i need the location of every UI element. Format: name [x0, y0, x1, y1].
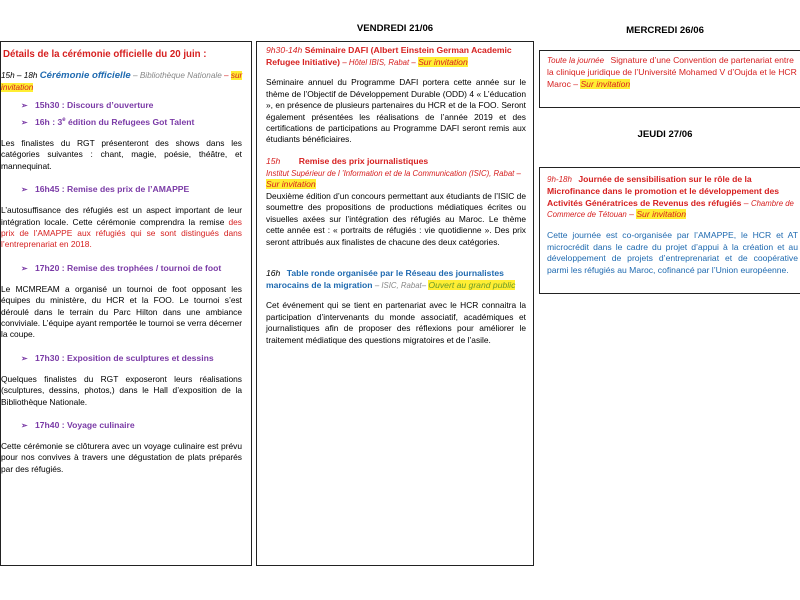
- bullet-rgt-pre: 16h : 3: [35, 117, 63, 128]
- amappe-description-text: L’autosuffisance des réfugiés est un aspect important de leur intégration locale. Cette cérémonie comprendra la remise: [1, 205, 242, 227]
- ceremony-header: [1, 69, 246, 93]
- bullet-rgt-post: édition du Refugees Got Talent: [65, 117, 195, 128]
- ceremony-place: – Bibliothèque Nationale: [133, 71, 222, 81]
- bullet-amappe-text: 16h45 : Remise des prix de l’AMAPPE: [35, 184, 190, 195]
- trophies-description: Le MCMREAM a organisé un tournoi de foot opposant les équipes du ministère, du HCR et la FOO. Le tournoi s’est déroulé dans le terrain du Parc Hilton dans une ambiance conviviale. L’équipe ayant remportée le tournoi se verra décerner la coupe.: [1, 283, 242, 340]
- wednesday-sep: –: [573, 78, 579, 89]
- roundtable-time: 16h: [266, 268, 281, 279]
- ceremony-invite: sur invitation: [1, 71, 243, 93]
- journalism-prize-invite: Sur invitation: [266, 179, 316, 190]
- dafi-time: 9h30-14h: [266, 45, 303, 55]
- roundtable-header: [266, 268, 526, 291]
- arrow-bullet-icon: ➢: [21, 353, 28, 363]
- bullet-exhibition: [1, 353, 246, 365]
- journalism-prize-header: [266, 156, 526, 191]
- day-header-friday: VENDREDI 21/06: [356, 23, 434, 34]
- arrow-bullet-icon: ➢: [21, 185, 28, 195]
- ceremony-details-box: [0, 41, 252, 566]
- bullet-trophies: [1, 263, 246, 275]
- wednesday-title: Signature d’une Convention de partenariat entre la clinique juridique de l’Université Mohamed V d’Oujda et le HCR Maroc: [547, 55, 797, 89]
- roundtable-place: – ISIC, Rabat–: [374, 280, 427, 290]
- journalism-prize-title: Remise des prix journalistiques: [298, 155, 429, 166]
- dafi-header: [266, 45, 526, 68]
- wednesday-invite: Sur invitation: [580, 78, 631, 89]
- journalism-prize-description: Deuxième édition d’un concours permettant aux étudiants de l’ISIC de soumettre des propositions de productions médiatiques écrites ou visuelles axées sur l’intégration des réfugiés au Maroc. Le thème cette année est : « portraits de réfugiés : vie quotidienne ». Des prix seront attribués aux finalistes de chacune des deux catégories.: [266, 190, 526, 247]
- bullet-opening-text: 15h30 : Discours d’ouverture: [35, 100, 154, 111]
- wednesday-time: Toute la journée: [547, 56, 605, 65]
- ceremony-sep: –: [224, 71, 229, 81]
- day-header-wednesday: MERCREDI 26/06: [626, 25, 704, 36]
- bullet-exhibition-text: 17h30 : Exposition de sculptures et dessins: [35, 352, 214, 363]
- arrow-bullet-icon: ➢: [21, 420, 28, 430]
- arrow-bullet-icon: ➢: [21, 101, 28, 111]
- exhibition-description: Quelques finalistes du RGT exposeront leurs réalisations (sculptures, dessins, photos,) dans le Hall d’exposition de la Bibliothèque Nationale.: [1, 373, 242, 407]
- wednesday-event: [547, 55, 798, 90]
- ceremony-name: Cérémonie officielle: [39, 70, 131, 82]
- ceremony-title: Détails de la cérémonie officielle du 20 juin :: [3, 49, 207, 60]
- ceremony-time: 15h – 18h: [1, 71, 38, 81]
- bullet-trophies-text: 17h20 : Remise des trophées / tournoi de foot: [35, 262, 222, 273]
- wednesday-event-box: [539, 50, 800, 108]
- amappe-description-highlight: des prix de l’AMAPPE aux réfugiés qui se sont distingués dans l’entreprenariat en 2018.: [1, 216, 242, 250]
- bullet-rgt: [1, 116, 246, 129]
- dafi-description: Séminaire annuel du Programme DAFI portera cette année sur le thème de l’Objectif de Développement Durable (ODD) 4 « L’éducation », en présence de plusieurs partenaires du HCR et de la FOO. Seront également présentées les réalisations de l’année 2019 et des certifications de participations au Programme DAFI seront remis aux étudiants bénéficiaires.: [266, 77, 526, 145]
- dafi-title: Séminaire DAFI (Albert Einstein German Academic Refugee Initiative): [266, 45, 512, 67]
- journalism-prize-place: Institut Supérieur de l ’Information et de la Communication (ISIC), Rabat –: [266, 168, 521, 178]
- bullet-opening: [1, 100, 246, 112]
- thursday-event-header: [547, 174, 798, 221]
- thursday-time: 9h-18h: [547, 175, 572, 184]
- friday-events-box: [256, 41, 534, 566]
- thursday-sep2: –: [629, 209, 634, 220]
- thursday-place: Chambre de Commerce de Tétouan: [547, 198, 794, 220]
- bullet-culinary: [1, 420, 246, 432]
- bullet-rgt-sup: e: [62, 117, 66, 124]
- journalism-prize-time: 15h: [266, 155, 281, 166]
- arrow-bullet-icon: ➢: [21, 118, 28, 128]
- bullet-culinary-text: 17h40 : Voyage culinaire: [35, 419, 135, 430]
- thursday-sep: –: [743, 197, 749, 208]
- amappe-description: [1, 205, 246, 251]
- thursday-description: Cette journée est co-organisée par l’AMAPPE, le HCR et AT microcrédit dans le cadre du projet d’appui à la création et au développement de projets d’entreprenariat et de coopérative parmi les réfugiés au Maroc, cofinancé par l’Union européenne.: [547, 229, 798, 275]
- thursday-title: Journée de sensibilisation sur le rôle de la Microfinance dans le promotion et le développement des Activités Génératrices de Revenus des réfugiés: [547, 174, 780, 208]
- thursday-invite: Sur invitation: [636, 209, 686, 220]
- roundtable-invite: Ouvert au grand public: [428, 279, 516, 290]
- culinary-description: Cette cérémonie se clôturera avec un voyage culinaire est prévu pour nos convives à travers une dégustation de plats préparés par des réfugiés.: [1, 440, 242, 474]
- roundtable-title: Table ronde organisée par le Réseau des journalistes marocains de la migration: [266, 268, 504, 290]
- dafi-place: – Hôtel IBIS, Rabat –: [342, 57, 416, 67]
- dafi-invite: Sur invitation: [418, 56, 468, 67]
- day-header-thursday: JEUDI 27/06: [637, 129, 693, 140]
- thursday-event-box: [539, 167, 800, 294]
- roundtable-description: Cet événement qui se tient en partenariat avec le HCR connaitra la participation d’intervenants du monde associatif, académiques et journalistiques afin de proposer des réflexions pour améliorer le traitement médiatique des questions migratoires et de l’asile.: [266, 300, 526, 345]
- bullet-amappe: [1, 184, 246, 196]
- arrow-bullet-icon: ➢: [21, 263, 28, 273]
- rgt-description: Les finalistes du RGT présenteront des shows dans les catégories suivantes : chant, magie, poésie, théâtre, et mannequinat.: [1, 138, 242, 171]
